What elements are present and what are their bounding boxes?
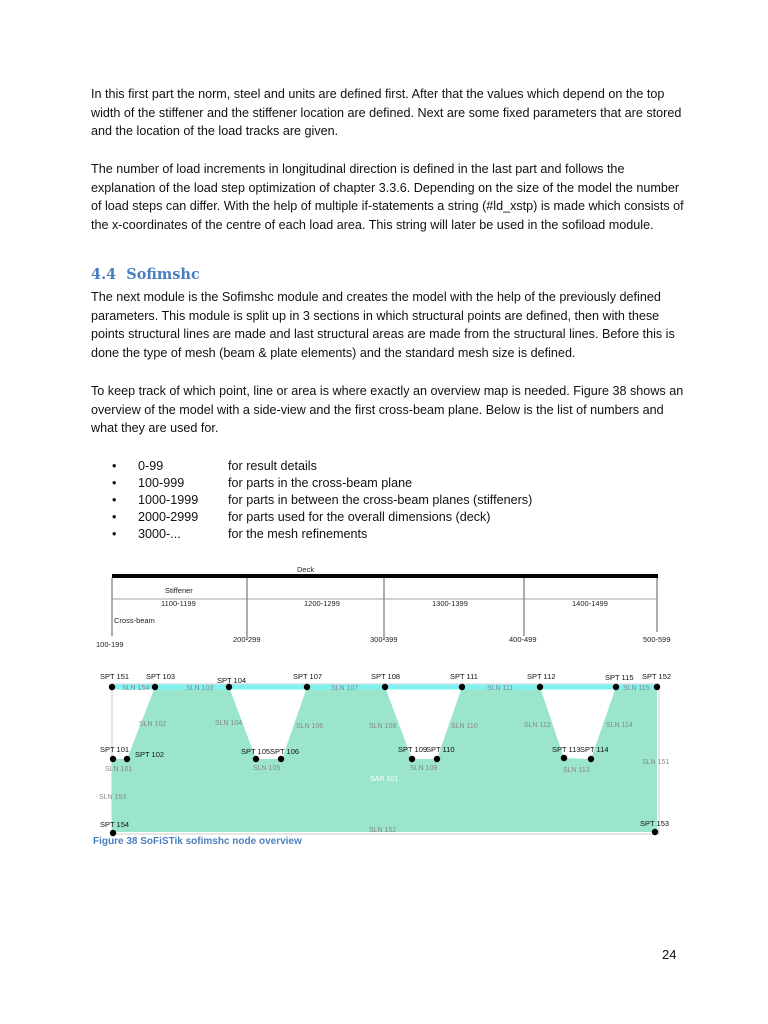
paragraph-sofimshc: The next module is the Sofimshc module and creates the model with the help of the previously defined parameters. This module is split up in 3 sections in which structural points are defined, then with these points structural lines are made and last structural areas are made from the structural lines. Before this is done the type of mesh (beam & plate elements) and the standard mesh size is defined. xyxy=(91,290,675,361)
range-description: for result details xyxy=(228,459,317,473)
point-label: SPT 115 xyxy=(605,673,634,682)
point-label: SPT 101 xyxy=(100,745,130,754)
paragraph-intro: In this first part the norm, steel and units are defined first. After that the values which depend on the top width of the stiffener and the stiffener location are defined. Next are some fixed parameters that are stored and the location of the load tracks are given. xyxy=(91,87,682,139)
line-label: SLN 113 xyxy=(563,767,590,774)
area-label: SAR 101 xyxy=(370,776,399,783)
point-label: SPT 152 xyxy=(642,672,672,681)
crossbeam-range: 100-199 xyxy=(96,640,124,649)
structural-area xyxy=(112,687,657,832)
range-description: for parts in the cross-beam plane xyxy=(228,476,413,490)
range: 0-99 xyxy=(138,459,164,473)
stiffener-range: 1100-1199 xyxy=(161,599,196,608)
line-label: SLN 112 xyxy=(524,722,551,729)
page-number: 24 xyxy=(662,947,677,962)
section-title: Sofimshc xyxy=(126,266,200,283)
line-label: SLN 103 xyxy=(186,685,214,692)
point-label: SPT 107 xyxy=(293,672,323,681)
paragraph-overview: To keep track of which point, line or area is where exactly an overview map is needed. Figure 38 shows an overview of the model with a side-view and the first cross-beam plane. Below is the list of numbers and what they are used for. xyxy=(91,384,684,436)
line-label: SLN 153 xyxy=(99,794,127,801)
stiffener-range: 1200-1299 xyxy=(304,599,340,608)
point-label: SPT 104 xyxy=(217,676,247,685)
point-label: SPT 111 xyxy=(450,672,478,681)
point-label: SPT 105 xyxy=(241,747,271,756)
point-label: SPT 110 xyxy=(426,745,455,754)
line-label: SLN 115 xyxy=(623,685,650,692)
point-label: SPT 113 xyxy=(552,745,581,754)
line-label: SLN 107 xyxy=(331,685,359,692)
paragraph-load-increments: The number of load increments in longitudinal direction is defined in the last part and follows the explanation of the load step optimization of chapter 3.3.6. Depending on the size of the model the number of load steps can differ. With the help of multiple if-statements a string (#ld_xstp) is made which consists of the x-coordinates of the centre of each load area. This string will later be used in the sofiload module. xyxy=(91,162,684,233)
line-label: SLN 104 xyxy=(215,720,243,727)
point-label: SPT 154 xyxy=(100,820,130,829)
range: 3000-... xyxy=(138,527,181,541)
point-label: SPT 102 xyxy=(135,750,165,759)
list-item: • 2000-2999 for parts used for the overall dimensions (deck) xyxy=(112,510,491,524)
line-label: SLN 152 xyxy=(369,827,397,834)
list-item: • 3000-... for the mesh refinements xyxy=(112,527,368,541)
range-description: for the mesh refinements xyxy=(228,527,368,541)
line-label: SLN 106 xyxy=(296,723,324,730)
list-item: • 100-999 for parts in the cross-beam plane xyxy=(112,476,413,490)
line-label: SLN 102 xyxy=(139,721,167,728)
line-label: SLN 110 xyxy=(451,723,478,730)
line-label: SLN 109 xyxy=(410,765,438,772)
deck-bar xyxy=(112,574,658,578)
point-label: SPT 103 xyxy=(146,672,176,681)
point-label: SPT 151 xyxy=(100,672,130,681)
point-label: SPT 108 xyxy=(371,672,401,681)
section-number: 4.4 xyxy=(91,266,117,283)
line-label: SLN 151 xyxy=(642,759,670,766)
point-label: SPT 109 xyxy=(398,745,428,754)
deck-label: Deck xyxy=(297,565,315,574)
figure-caption: Figure 38 SoFiSTik sofimshc node overview xyxy=(93,836,302,847)
crossbeam-range: 400-499 xyxy=(509,635,537,644)
crossbeam-range: 500-599 xyxy=(643,635,671,644)
point-label: SPT 114 xyxy=(580,745,609,754)
crossbeam-range: 300-399 xyxy=(370,635,398,644)
stiffener-range: 1400-1499 xyxy=(572,599,608,608)
point-label: SPT 153 xyxy=(640,819,670,828)
range-description: for parts in between the cross-beam planes (stiffeners) xyxy=(228,493,533,507)
range: 1000-1999 xyxy=(138,493,199,507)
crossbeam-label: Cross-beam xyxy=(114,616,155,625)
crossbeam-range: 200-299 xyxy=(233,635,261,644)
range: 100-999 xyxy=(138,476,185,490)
list-item: • 0-99 for result details xyxy=(112,459,317,473)
range: 2000-2999 xyxy=(138,510,199,524)
range-description: for parts used for the overall dimensions (deck) xyxy=(228,510,491,524)
line-label: SLN 111 xyxy=(487,685,514,692)
line-label: SLN 154 xyxy=(122,685,150,692)
line-label: SLN 105 xyxy=(253,765,281,772)
line-label: SLN 114 xyxy=(606,722,633,729)
list-item: • 1000-1999 for parts in between the cross-beam planes (stiffeners) xyxy=(112,493,533,507)
line-label: SLN 101 xyxy=(105,766,133,773)
stiffener-range: 1300-1399 xyxy=(432,599,468,608)
point-label: SPT 112 xyxy=(527,672,556,681)
stiffener-label: Stiffener xyxy=(165,586,193,595)
point-label: SPT 106 xyxy=(270,747,300,756)
line-label: SLN 108 xyxy=(369,723,397,730)
